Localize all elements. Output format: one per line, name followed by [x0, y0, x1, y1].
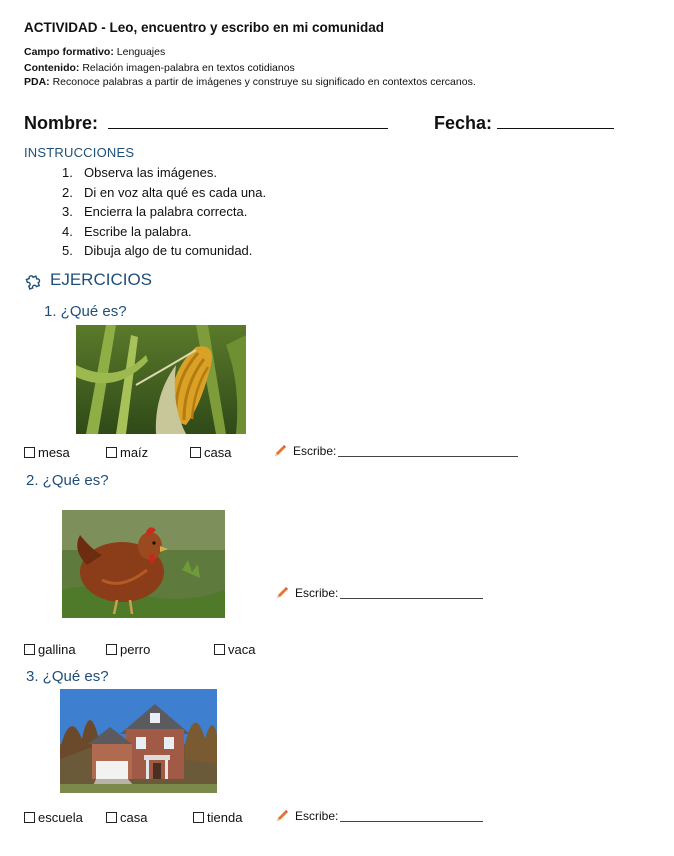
contenido-value: Relación imagen-palabra en textos cotidianos [82, 62, 295, 74]
instruction-item: 4. Escribe la palabra. [62, 223, 192, 239]
checkbox[interactable] [214, 644, 225, 655]
write-blank-2[interactable] [340, 587, 483, 599]
nombre-label: Nombre: [24, 113, 99, 133]
option-casa[interactable]: casa [190, 445, 231, 460]
nombre-blank[interactable] [108, 112, 388, 129]
checkbox[interactable] [190, 447, 201, 458]
checkbox[interactable] [193, 812, 204, 823]
option-escuela[interactable]: escuela [24, 810, 83, 825]
pencil-icon [275, 809, 289, 823]
exercises-heading [24, 270, 152, 290]
pda-label: PDA: [24, 76, 50, 88]
pda [24, 76, 476, 88]
instructions-list [62, 163, 266, 261]
checkbox[interactable] [106, 812, 117, 823]
option-casa-3[interactable]: casa [106, 810, 147, 825]
nombre-field [24, 112, 388, 134]
fecha-label: Fecha: [434, 113, 493, 133]
write-label: Escribe: [295, 586, 339, 600]
house-image [60, 689, 217, 793]
hen-image [62, 510, 225, 618]
instructions-heading: INSTRUCCIONES [24, 145, 135, 160]
corn-image [76, 325, 246, 434]
instruction-item: 5. Dibuja algo de tu comunidad. [62, 243, 253, 258]
option-vaca[interactable]: vaca [214, 642, 255, 657]
checkbox[interactable] [24, 812, 35, 823]
fecha-field [434, 112, 614, 134]
campo-formativo [24, 46, 165, 58]
option-mesa[interactable]: mesa [24, 445, 70, 460]
contenido-label: Contenido: [24, 62, 80, 74]
write-field-1 [273, 444, 518, 458]
campo-value: Lenguajes [116, 46, 166, 58]
write-blank-1[interactable] [338, 445, 518, 457]
instruction-item: 2. Di en voz alta qué es cada una. [62, 184, 267, 200]
write-label: Escribe: [293, 444, 337, 458]
write-blank-3[interactable] [340, 810, 483, 822]
pencil-icon [273, 444, 287, 458]
exercises-heading-label: EJERCICIOS [50, 270, 153, 289]
fecha-blank[interactable] [497, 112, 614, 129]
campo-label: Campo formativo: [24, 46, 114, 58]
puzzle-icon [24, 270, 44, 290]
checkbox[interactable] [106, 447, 117, 458]
instruction-item: 1. Observa las imágenes. [62, 165, 217, 180]
option-tienda[interactable]: tienda [193, 810, 242, 825]
question-3: 3. ¿Qué es? [26, 668, 109, 685]
option-gallina[interactable]: gallina [24, 642, 76, 657]
option-maiz[interactable]: maíz [106, 445, 148, 460]
write-field-2 [275, 586, 483, 600]
question-2: 2. ¿Qué es? [26, 472, 109, 489]
checkbox[interactable] [24, 447, 35, 458]
question-1: 1. ¿Qué es? [44, 303, 127, 320]
page-title: ACTIVIDAD - Leo, encuentro y escribo en mi comunidad [24, 20, 385, 35]
write-field-3 [275, 809, 483, 823]
option-perro[interactable]: perro [106, 642, 150, 657]
write-label: Escribe: [295, 809, 339, 823]
checkbox[interactable] [106, 644, 117, 655]
pda-value: Reconoce palabras a partir de imágenes y construye su significado en contextos cercanos. [52, 76, 476, 88]
pencil-icon [275, 586, 289, 600]
instruction-item: 3. Encierra la palabra correcta. [62, 204, 248, 219]
checkbox[interactable] [24, 644, 35, 655]
contenido [24, 62, 295, 74]
